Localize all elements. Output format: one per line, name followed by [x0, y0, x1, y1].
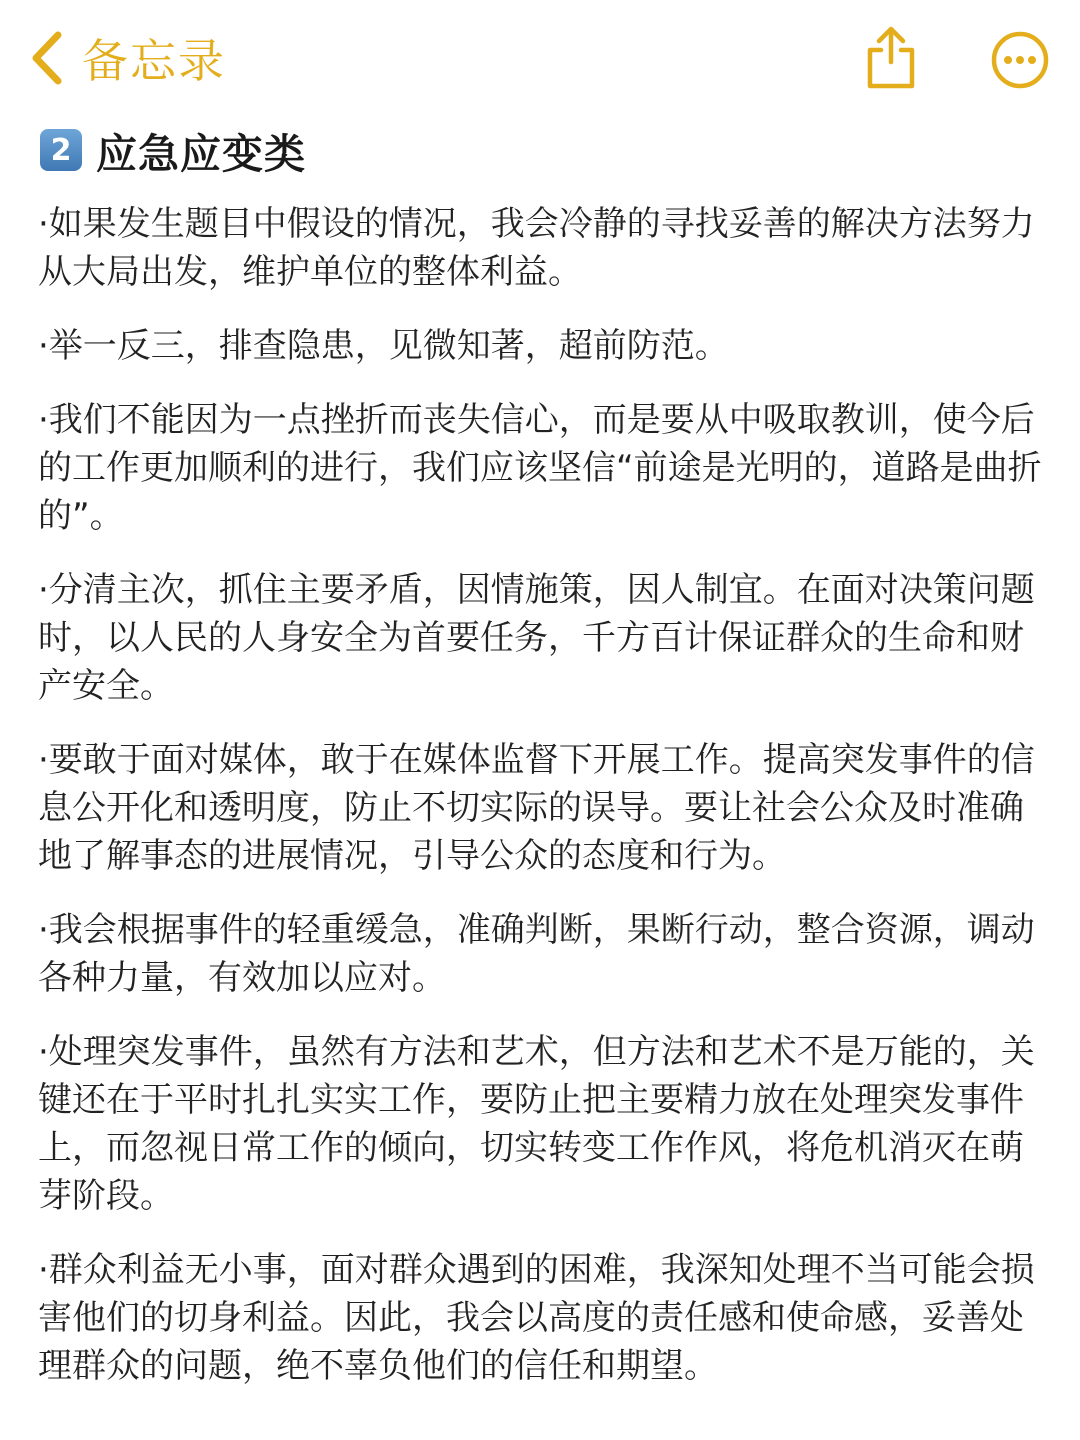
paragraph: ·举一反三，排查隐患，见微知著，超前防范。 — [38, 326, 729, 366]
back-button[interactable] — [30, 26, 226, 90]
navigation-bar — [0, 0, 1080, 118]
paragraph: ·群众利益无小事，面对群众遇到的困难，我深知处理不当可能会损害他们的切身利益。因此，我会以高度的责任感和使命感，妥善处理群众的问题，绝不辜负他们的信任和期望。 — [38, 1250, 1035, 1386]
paragraph: ·我们不能因为一点挫折而丧失信心，而是要从中吸取教训，使今后的工作更加顺利的进行，我们应该坚信“前途是光明的，道路是曲折的”。 — [38, 400, 1042, 536]
note-heading — [38, 118, 1048, 182]
chevron-left-icon — [30, 29, 64, 87]
share-icon[interactable] — [862, 24, 920, 90]
note-body[interactable] — [38, 118, 1048, 1416]
paragraph: ·分清主次，抓住主要矛盾，因情施策，因人制宜。在面对决策问题时，以人民的人身安全为首要任务，千方百计保证群众的生命和财产安全。 — [38, 570, 1035, 706]
number-badge: 2 — [40, 129, 82, 171]
heading-text: 应急应变类 — [96, 129, 306, 178]
back-label: 备忘录 — [82, 34, 226, 88]
paragraph: ·要敢于面对媒体，敢于在媒体监督下开展工作。提高突发事件的信息公开化和透明度，防止不切实际的误导。要让社会公众及时准确地了解事态的进展情况，引导公众的态度和行为。 — [38, 740, 1035, 876]
paragraph: ·处理突发事件，虽然有方法和艺术，但方法和艺术不是万能的，关键还在于平时扎扎实实工作，要防止把主要精力放在处理突发事件上，而忽视日常工作的倾向，切实转变工作作风，将危机消灭在萌芽阶段。 — [38, 1032, 1035, 1216]
paragraph: ·我会根据事件的轻重缓急，准确判断，果断行动，整合资源，调动各种力量，有效加以应对。 — [38, 910, 1035, 998]
more-icon[interactable] — [990, 30, 1050, 90]
paragraph: ·如果发生题目中假设的情况，我会冷静的寻找妥善的解决方法努力从大局出发，维护单位的整体利益。 — [38, 204, 1035, 292]
